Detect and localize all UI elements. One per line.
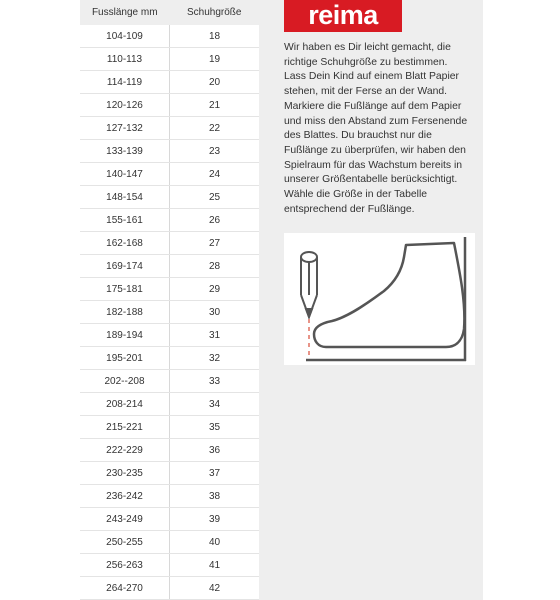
table-row — [80, 186, 259, 209]
size-table-header-row — [80, 0, 259, 25]
shoe-size-cell: 32 — [170, 347, 260, 370]
foot-length-cell: 182-188 — [80, 301, 170, 324]
foot-length-cell: 256-263 — [80, 554, 170, 577]
foot-length-cell: 127-132 — [80, 117, 170, 140]
pencil-icon — [301, 252, 317, 317]
shoe-size-cell: 34 — [170, 393, 260, 416]
instruction-line: des Blattes. Du brauchst nur die — [284, 130, 432, 142]
table-row — [80, 577, 259, 600]
shoe-size-cell: 20 — [170, 71, 260, 94]
instruction-line: stehen, mit der Ferse an der Wand. — [284, 86, 448, 98]
foot-length-cell: 208-214 — [80, 393, 170, 416]
table-row — [80, 416, 259, 439]
foot-length-cell: 162-168 — [80, 232, 170, 255]
table-row — [80, 25, 259, 48]
foot-length-cell: 215-221 — [80, 416, 170, 439]
table-row — [80, 48, 259, 71]
foot-length-cell: 222-229 — [80, 439, 170, 462]
instruction-line: Markiere die Fußlänge auf dem Papier — [284, 100, 462, 112]
instruction-line: entsprechend der Fußlänge. — [284, 203, 415, 215]
foot-length-cell: 110-113 — [80, 48, 170, 71]
table-row — [80, 278, 259, 301]
shoe-size-cell: 40 — [170, 531, 260, 554]
table-row — [80, 94, 259, 117]
shoe-size-cell: 36 — [170, 439, 260, 462]
table-row — [80, 163, 259, 186]
shoe-size-cell: 33 — [170, 370, 260, 393]
instruction-line: Wir haben es Dir leicht gemacht, die — [284, 42, 451, 53]
foot-length-cell: 202--208 — [80, 370, 170, 393]
size-table — [80, 0, 259, 600]
table-row — [80, 393, 259, 416]
shoe-size-cell: 35 — [170, 416, 260, 439]
table-row — [80, 209, 259, 232]
instruction-line: unserer Größentabelle berücksichtigt. — [284, 174, 458, 186]
shoe-size-cell: 42 — [170, 577, 260, 600]
foot-length-cell: 155-161 — [80, 209, 170, 232]
foot-measure-illustration — [284, 233, 475, 365]
table-row — [80, 462, 259, 485]
shoe-size-cell: 28 — [170, 255, 260, 278]
foot-length-cell: 120-126 — [80, 94, 170, 117]
shoe-size-cell: 31 — [170, 324, 260, 347]
table-row — [80, 324, 259, 347]
shoe-size-cell: 21 — [170, 94, 260, 117]
reima-logo: reima — [284, 0, 402, 32]
shoe-size-header: Schuhgröße — [170, 0, 260, 25]
table-row — [80, 439, 259, 462]
table-row — [80, 255, 259, 278]
foot-length-cell: 169-174 — [80, 255, 170, 278]
table-row — [80, 370, 259, 393]
foot-length-cell: 114-119 — [80, 71, 170, 94]
foot-length-cell: 250-255 — [80, 531, 170, 554]
table-row — [80, 117, 259, 140]
table-row — [80, 301, 259, 324]
shoe-size-cell: 27 — [170, 232, 260, 255]
table-row — [80, 347, 259, 370]
instruction-line: und miss den Abstand zum Fersenende — [284, 115, 468, 127]
foot-measure-svg — [284, 233, 475, 365]
shoe-size-cell: 18 — [170, 25, 260, 48]
foot-length-cell: 230-235 — [80, 462, 170, 485]
shoe-size-cell: 25 — [170, 186, 260, 209]
shoe-size-cell: 37 — [170, 462, 260, 485]
shoe-size-cell: 39 — [170, 508, 260, 531]
instruction-line: Spielraum für das Wachstum bereits in — [284, 159, 463, 171]
shoe-size-cell: 24 — [170, 163, 260, 186]
table-row — [80, 508, 259, 531]
instruction-line: Wähle die Größe in der Tabelle — [284, 189, 428, 201]
foot-icon — [314, 243, 464, 347]
foot-length-cell: 133-139 — [80, 140, 170, 163]
foot-length-cell: 189-194 — [80, 324, 170, 347]
shoe-size-cell: 23 — [170, 140, 260, 163]
table-row — [80, 485, 259, 508]
shoe-size-cell: 30 — [170, 301, 260, 324]
shoe-size-cell: 38 — [170, 485, 260, 508]
instruction-line: Fußlänge zu überprüfen, wir haben den — [284, 144, 466, 156]
table-row — [80, 554, 259, 577]
table-row — [80, 531, 259, 554]
shoe-size-cell: 29 — [170, 278, 260, 301]
foot-length-cell: 148-154 — [80, 186, 170, 209]
shoe-size-cell: 19 — [170, 48, 260, 71]
foot-length-cell: 140-147 — [80, 163, 170, 186]
instruction-line: richtige Schuhgröße zu bestimmen. — [284, 56, 448, 68]
table-row — [80, 232, 259, 255]
foot-length-cell: 236-242 — [80, 485, 170, 508]
foot-length-header: Fusslänge mm — [80, 0, 170, 25]
table-row — [80, 140, 259, 163]
instruction-line: Lass Dein Kind auf einem Blatt Papier — [284, 71, 460, 83]
size-table-body — [80, 25, 259, 600]
table-row — [80, 71, 259, 94]
foot-length-cell: 175-181 — [80, 278, 170, 301]
foot-length-cell: 195-201 — [80, 347, 170, 370]
foot-length-cell: 243-249 — [80, 508, 170, 531]
sizing-instructions — [284, 41, 484, 217]
foot-length-cell: 264-270 — [80, 577, 170, 600]
shoe-size-cell: 41 — [170, 554, 260, 577]
shoe-size-cell: 26 — [170, 209, 260, 232]
foot-length-cell: 104-109 — [80, 25, 170, 48]
shoe-size-cell: 22 — [170, 117, 260, 140]
